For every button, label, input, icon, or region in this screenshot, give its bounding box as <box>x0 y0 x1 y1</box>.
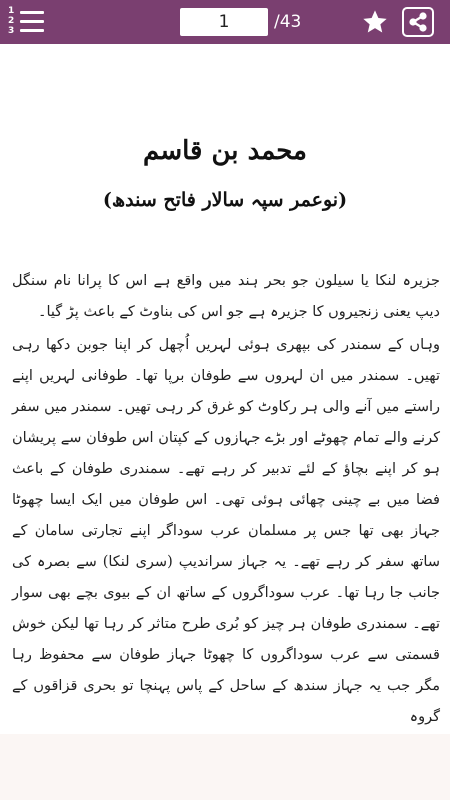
menu-bar-line <box>20 20 44 23</box>
page-number-input[interactable]: 1 <box>180 8 268 36</box>
bookmark-star-button[interactable] <box>360 8 390 36</box>
numbered-list-icon: 1 2 3 <box>8 6 15 36</box>
share-button[interactable] <box>402 7 434 37</box>
bottom-blank-area <box>0 734 450 800</box>
article-body <box>12 266 440 735</box>
book-page <box>0 44 450 734</box>
total-pages-label: /43 <box>274 12 302 32</box>
menu-bar-line <box>20 29 44 32</box>
table-of-contents-button[interactable] <box>6 5 48 39</box>
paragraph: جزیرہ لنکا یا سیلون جو بحر ہند میں واقع ہے اس کا پرانا نام سنگل دیپ یعنی زنجیروں کا جزیرہ ہے جو اس کی بناوٹ کے باعث پڑ گیا۔ <box>12 273 440 320</box>
chapter-title: محمد بن قاسم <box>143 136 307 166</box>
star-icon <box>360 8 390 36</box>
chapter-subtitle: (نوعمر سپہ سالار فاتح سندھ) <box>102 189 348 211</box>
menu-bar-line <box>20 11 44 14</box>
top-toolbar <box>0 0 450 44</box>
paragraph: وہاں کے سمندر کی بپھری ہوئی لہریں اُچھل کر اپنا جوبن دکھا رہی تھیں۔ سمندر میں ان لہروں سے طوفان برپا تھا۔ طوفانی لہریں اپنے راستے میں آنے والی ہر رکاوٹ کو غرق کر رہی تھیں۔ سمندر میں سفر کرنے والے تمام چھوٹے اور بڑے جہازوں کے کپتان اس طوفان سے پریشان ہو کر اپنے بچاؤ کے لئے تدبیر کر رہے تھے۔ سمندری طوفان کے باعث فضا میں بے چینی چھائی ہوئی تھی۔ اس طوفان میں ایک ایسا چھوٹا جہاز بھی تھا جس پر مسلمان عرب سوداگر اپنے تجارتی سامان کے ساتھ سفر کر رہے تھے۔ یہ جہاز سراندیپ (سری لنکا) سے بصرہ کی جانب جا رہا تھا۔ عرب سوداگروں کے ساتھ ان کے بیوی بچے بھی سوار تھے۔ سمندری طوفان ہر چیز کو بُری طرح متاثر کر رہا تھا لیکن خوش قسمتی سے عرب سوداگروں کا چھوٹا جہاز طوفان سے محفوظ رہا مگر جب یہ جہاز سندھ کے ساحل کے پاس پہنچا تو بحری قزاقوں کے گروہ <box>12 337 440 725</box>
share-icon <box>404 9 432 35</box>
